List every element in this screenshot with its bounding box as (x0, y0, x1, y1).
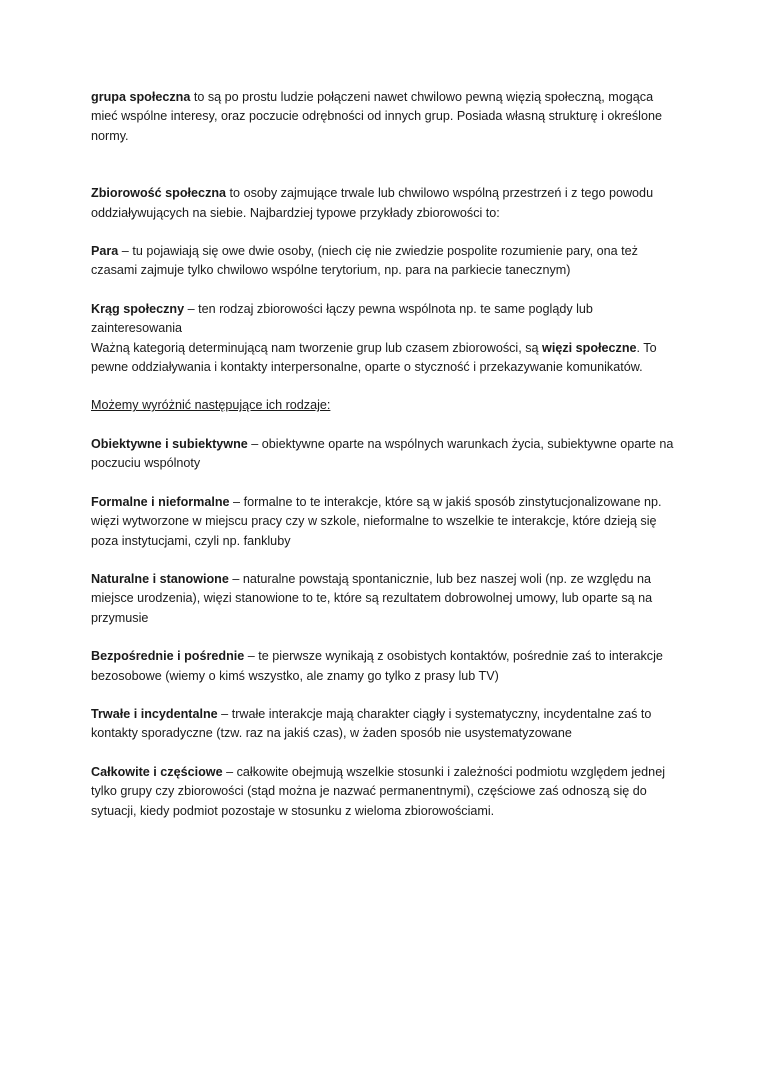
paragraph-text: – obiektywne oparte na wspólnych warunkach życia, subiektywne oparte na poczuciu wspólnoty (91, 436, 674, 471)
term-pair: Para (91, 244, 119, 259)
paragraph-types-intro: Możemy wyróżnić następujące ich rodzaje: (91, 398, 331, 413)
paragraph-collectivity (91, 184, 676, 223)
paragraph-natural-established (91, 570, 676, 628)
term-total-partial: Całkowite i częściowe (91, 764, 223, 779)
document-page (91, 88, 676, 821)
paragraph-formal-informal (91, 493, 676, 551)
paragraph-text: – trwałe interakcje mają charakter ciągły i systematyczny, incydentalne zaś to kontakty sporadyczne (tzw. raz na jakiś czas), w żaden sposób nie usystematyzowane (91, 706, 652, 741)
term-formal-informal: Formalne i nieformalne (91, 494, 230, 509)
paragraph-social-circle (91, 300, 676, 339)
paragraph-text: to są po prostu ludzie połączeni nawet chwilowo pewną więzią społeczną, mogąca mieć wspólne interesy, oraz poczucie odrębności od innych grup. Posiada własną strukturę i określone normy. (91, 90, 662, 143)
paragraph-objective-subjective (91, 435, 676, 474)
paragraph-pair (91, 242, 676, 281)
paragraph-text: – całkowite obejmują wszelkie stosunki i zależności podmiotu względem jednej tylko grupy czy zbiorowości (stąd można je nazwać permanentnymi), częściowe zaś odnoszą się do sytuacji, kiedy podmiot pozostaje w stosunku z wieloma zbiorowościami. (91, 764, 665, 818)
paragraph-social-bonds (91, 339, 676, 378)
paragraph-text: – formalne to te interakcje, które są w jakiś sposób zinstytucjonalizowane np. więzi wytworzone w miejscu pracy czy w szkole, nieformalne to wszelkie te interakcje, które dzieją się poza instytucjami, czyli np. fankluby (91, 494, 662, 548)
paragraph-text: Ważną kategorią determinującą nam tworzenie grup lub czasem zbiorowości, są (91, 340, 543, 355)
term-objective-subjective: Obiektywne i subiektywne (91, 436, 248, 451)
paragraph-text: – te pierwsze wynikają z osobistych kontaktów, pośrednie zaś to interakcje bezosobowe (wiemy o kimś wszystko, ale znamy go tylko z prasy lub TV) (91, 649, 663, 683)
paragraph-total-partial (91, 763, 676, 821)
paragraph-social-group (91, 88, 676, 146)
paragraph-text: – naturalne powstają spontanicznie, lub bez naszej woli (np. ze względu na miejsce urodzenia), więzi stanowione to te, które są rezultatem dobrowolnej umowy, lub oparte są na przymusie (91, 571, 653, 625)
paragraph-text: . To pewne oddziaływania i kontakty interpersonalne, oparte o styczność i przekazywanie komunikatów. (91, 340, 657, 375)
term-social-bonds: więzi społeczne (542, 340, 637, 355)
term-direct-indirect: Bezpośrednie i pośrednie (91, 649, 245, 664)
paragraph-permanent-incidental (91, 705, 676, 744)
paragraph-text: – ten rodzaj zbiorowości łączy pewna wspólnota np. te same poglądy lub zainteresowania (91, 301, 593, 336)
term-permanent-incidental: Trwałe i incydentalne (91, 706, 218, 721)
paragraph-text: to osoby zajmujące trwale lub chwilowo wspólną przestrzeń i z tego powodu oddziaływujących na siebie. Najbardziej typowe przykłady zbiorowości to: (91, 186, 654, 220)
paragraph-direct-indirect (91, 647, 676, 686)
paragraph-text: – tu pojawiają się owe dwie osoby, (niech cię nie zwiedzie pospolite rozumienie pary, ona też czasami zajmuje tylko chwilowo wspólne terytorium, np. para na parkiecie tanecznym) (91, 244, 638, 278)
term-collectivity: Zbiorowość społeczna (91, 186, 227, 201)
term-natural-established: Naturalne i stanowione (91, 571, 229, 586)
term-social-circle: Krąg społeczny (91, 301, 185, 316)
term-social-group: grupa społeczna (91, 90, 191, 104)
